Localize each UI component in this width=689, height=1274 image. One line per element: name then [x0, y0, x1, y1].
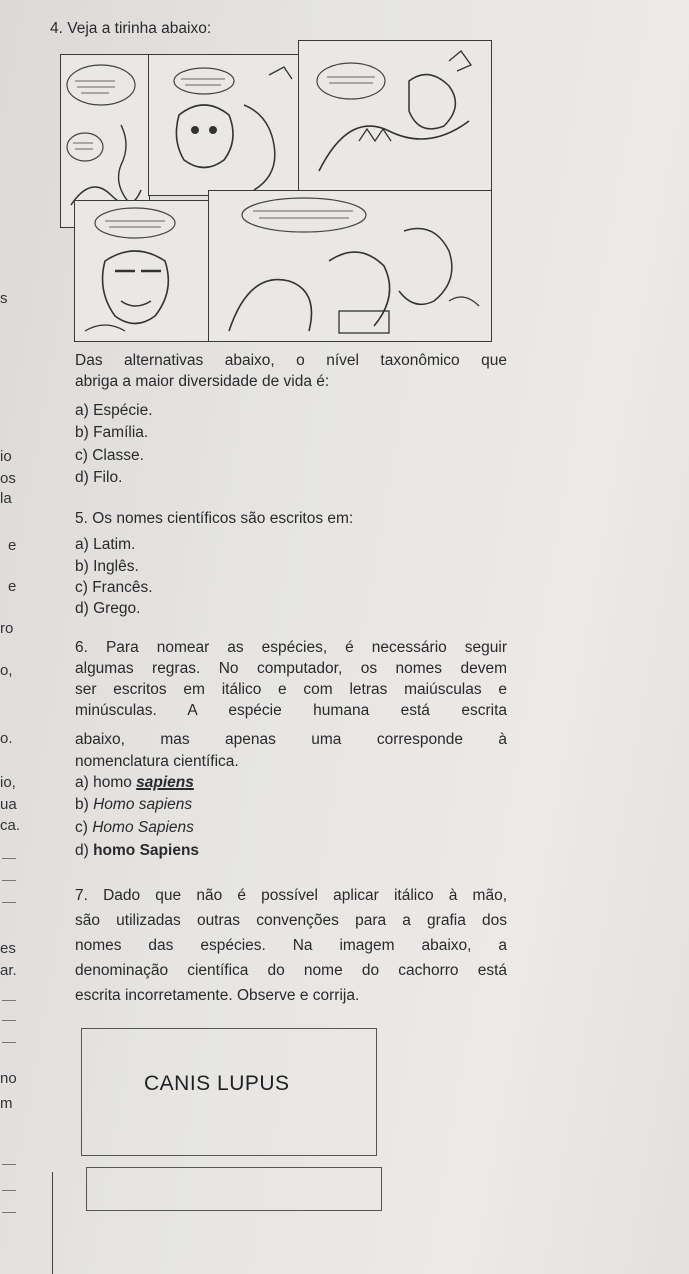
comic-panel-3: [298, 40, 492, 196]
margin-fragment: io: [0, 448, 12, 465]
question-7-text-line: são utilizadas outras convenções para a grafia dos: [75, 912, 507, 929]
option-c-text: Homo Sapiens: [92, 819, 194, 836]
margin-line: [52, 1172, 53, 1274]
question-4-heading: 4. Veja a tirinha abaixo:: [50, 20, 212, 37]
question-7-text-line: nomes das espécies. Na imagem abaixo, a: [75, 937, 507, 954]
margin-fragment: os: [0, 470, 16, 487]
margin-fragment: m: [0, 1095, 13, 1112]
margin-rule: [2, 858, 16, 859]
question-6-text-line: minúsculas. A espécie humana está escrita: [75, 702, 507, 719]
question-6-text-line: ser escritos em itálico e com letras maiúsculas e: [75, 681, 507, 698]
question-7-text-line: escrita incorretamente. Observe e corrija.: [75, 987, 360, 1004]
answer-box[interactable]: [86, 1167, 382, 1211]
margin-fragment: o,: [0, 662, 13, 679]
margin-rule: [2, 1190, 16, 1191]
comic-panel-4: [74, 200, 210, 342]
margin-rule: [2, 1020, 16, 1021]
margin-rule: [2, 1000, 16, 1001]
question-7-text-line: denominação científica do nome do cachorro está: [75, 962, 507, 979]
comic-panel-3-drawing: [299, 41, 491, 195]
margin-fragment: ro: [0, 620, 14, 637]
margin-rule: [2, 902, 16, 903]
question-5-option-b[interactable]: b) Inglês.: [75, 558, 139, 575]
question-5-option-a[interactable]: a) Latim.: [75, 536, 136, 553]
question-7-text-line: 7. Dado que não é possível aplicar itálico à mão,: [75, 887, 507, 904]
margin-rule: [2, 1212, 16, 1213]
margin-fragment: ca.: [0, 817, 21, 834]
margin-fragment: o.: [0, 730, 13, 747]
margin-fragment: s: [0, 290, 8, 307]
margin-fragment: no: [0, 1070, 17, 1087]
comic-panel-5: [208, 190, 492, 342]
option-a-prefix: a) homo: [75, 774, 137, 791]
margin-fragment: e: [8, 578, 17, 595]
option-b-text: Homo sapiens: [93, 796, 193, 813]
question-4-option-b[interactable]: b) Família.: [75, 424, 149, 441]
question-5-option-c[interactable]: c) Francês.: [75, 579, 153, 596]
margin-fragment: e: [8, 537, 17, 554]
comic-panel-2-drawing: [149, 55, 299, 195]
option-a-word: sapiens: [136, 774, 194, 791]
question-6-option-d[interactable]: [75, 842, 199, 860]
option-b-prefix: b): [75, 796, 94, 813]
comic-panel-2: [148, 54, 300, 196]
question-6-text-line: nomenclatura científica.: [75, 753, 239, 770]
question-5-option-d[interactable]: d) Grego.: [75, 600, 141, 617]
margin-fragment: es: [0, 940, 16, 957]
margin-fragment: ar.: [0, 962, 17, 979]
option-d-text: homo Sapiens: [93, 842, 200, 859]
question-4-text-line: Das alternativas abaixo, o nível taxonômico que: [75, 352, 507, 369]
margin-fragment: ua: [0, 796, 17, 813]
margin-rule: [2, 1164, 16, 1165]
comic-panel-5-drawing: [209, 191, 491, 341]
question-6-option-b[interactable]: [75, 796, 192, 814]
margin-fragment: io,: [0, 774, 16, 791]
margin-rule: [2, 1042, 16, 1043]
question-6-text-line: 6. Para nomear as espécies, é necessário seguir: [75, 639, 507, 656]
question-6-option-a[interactable]: [75, 774, 194, 792]
margin-fragment: la: [0, 490, 12, 507]
option-c-prefix: c): [75, 819, 93, 836]
question-6-text-line: algumas regras. No computador, os nomes devem: [75, 660, 507, 677]
comic-strip: [60, 40, 490, 340]
question-6-option-c[interactable]: [75, 819, 194, 837]
question-6-text-line: abaixo, mas apenas uma corresponde à: [75, 731, 507, 748]
margin-rule: [2, 880, 16, 881]
question-4-option-c[interactable]: c) Classe.: [75, 447, 144, 464]
comic-panel-4-drawing: [75, 201, 209, 341]
option-d-prefix: d): [75, 842, 94, 859]
question-4-option-d[interactable]: d) Filo.: [75, 469, 123, 486]
question-4-option-a[interactable]: a) Espécie.: [75, 402, 153, 419]
dog-scientific-name: CANIS LUPUS: [144, 1072, 290, 1095]
question-5-text: 5. Os nomes científicos são escritos em:: [75, 510, 354, 527]
question-4-text-line: abriga a maior diversidade de vida é:: [75, 373, 330, 390]
